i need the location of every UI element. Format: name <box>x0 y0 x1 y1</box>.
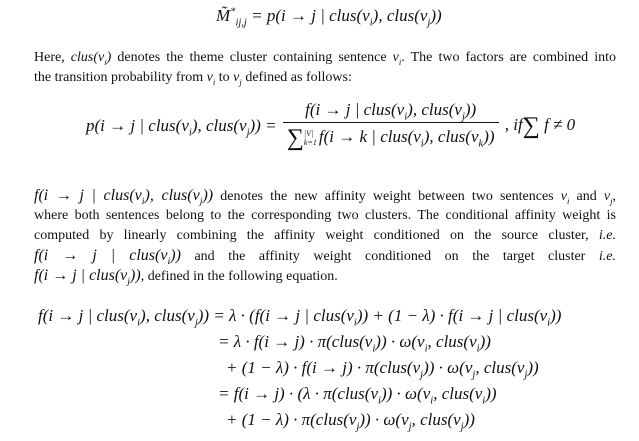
sum-limits: |V| k=1 <box>303 129 317 148</box>
paragraph-affinity-line-1: f(i → j | $clus(v_i)$, $clus(v_j)$) denotes the new affinity weight between two sentences $v_i$ and $v_j$, <box>34 187 617 208</box>
equation-2 <box>86 100 575 152</box>
paragraph-intro <box>34 48 616 88</box>
paragraph-affinity-line-2: where both sentences belong to the corresponding two clusters. The conditional affinity weight is <box>34 208 616 223</box>
sum-symbol: ∑ <box>286 125 304 151</box>
paragraph-affinity-line-3: computed by linearly combining the affinity weight conditioned on the source cluster, i.e. <box>34 228 616 243</box>
equation-3-line-2: = $\lambda \cdot f(i \to j) \cdot \pi(clus(v_i)) \cdot \omega(v_i$, $clus(v_i)$) <box>218 332 491 355</box>
paragraph-affinity-line-4: f(i → j | $clus(v_i)$) and the affinity weight conditioned on the target cluster i.e. <box>34 247 616 268</box>
equation-3-line-4: = $f(i \to j) \cdot (\lambda \cdot \pi(clus(v_i)) \cdot \omega(v_i$, $clus(v_i)$) <box>218 384 497 407</box>
equation-1-rhs: p(i → j | $clus(v_i)$, $clus(v_j)$) <box>266 6 442 29</box>
equation-3-line-3: + $(1 - \lambda) \cdot f(i \to j) \cdot \pi(clus(v_j)) \cdot \omega(v_j$, $clus(v_j)$) <box>226 358 539 381</box>
equation-2-numerator: f(i → j | $clus(v_i)$, $clus(v_j)$) <box>283 100 499 123</box>
paragraph-intro-line-1: Here, $clus(v_i)$ denotes the theme cluster containing sentence $v_i$. The two factors are combined into <box>34 50 616 67</box>
equation-2-condition: , if∑ f ≠ 0 <box>504 112 576 139</box>
equation-3-line-5: + $(1 - \lambda) \cdot \pi(clus(v_j)) \cdot \omega(v_j$, $clus(v_j)$) <box>226 410 475 433</box>
equation-2-lhs: p(i → j | $clus(v_i)$, $clus(v_j)$) = <box>86 116 277 139</box>
paragraph-affinity-line-5: f(i → j | $clus(v_j)$), defined in the following equation. <box>34 267 338 288</box>
paragraph-intro-line-2: the transition probability from $v_i$ to $v_j$ defined as follows: <box>34 70 352 87</box>
equation-2-denominator: ∑ |V| k=1 f(i → k | $clus(v_i)$, $clus(v_k)$) <box>286 125 495 151</box>
equation-3-line-1: f(i → j | $clus(v_i)$, $clus(v_j)) = \lambda \cdot (f(i \to j$ | $clus(v_i)) + (1 - \lambda) \cdot f(i \to j$ | $clus(v_i)$) <box>38 306 562 329</box>
equation-1 <box>216 6 442 29</box>
equation-2-fraction <box>283 100 499 152</box>
equation-1-lhs: $M̃^*_{ij,j}$ = <box>216 6 263 29</box>
paragraph-affinity <box>34 186 616 286</box>
